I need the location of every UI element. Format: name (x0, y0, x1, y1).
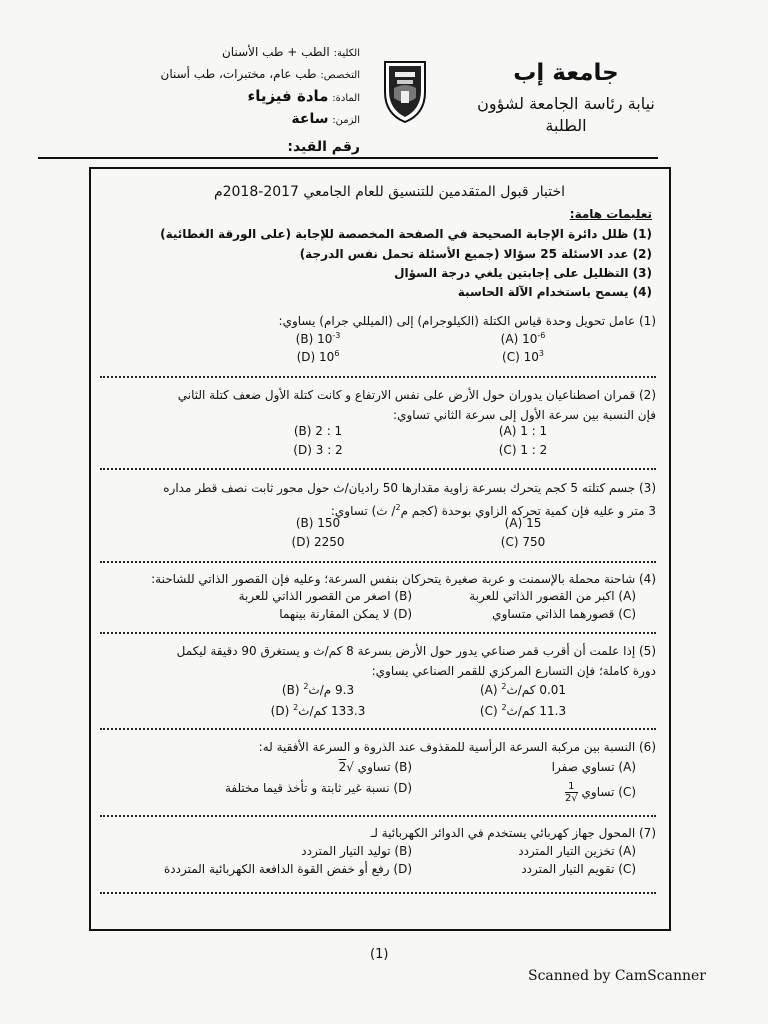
q7-option-a: (A) تخزين التيار المتردد (518, 844, 636, 858)
q6-option-c: (C) تساوي $\frac{1}{√2}$ (564, 781, 636, 804)
question-2-line-1: (2) قمران اصطناعيان يدوران حول الأرض على نفس الارتفاع و كانت كتلة الأول ضعف كتلة الثاني (177, 388, 656, 402)
specialty-value: طب عام، مختبرات، طب أسنان (160, 67, 317, 81)
q4-option-a: (A) اكبر من القصور الذاتي للعربة (469, 589, 636, 603)
instruction-4: (4) يسمح باستخدام الآلة الحاسبة (457, 285, 652, 299)
q2-option-a: 1 : 1 (A) (498, 424, 548, 438)
department-block (446, 93, 686, 137)
q2-option-c: 2 : 1 (C) (498, 443, 548, 457)
subject-label: المادة: (332, 93, 360, 104)
meta-specialty (150, 64, 360, 86)
q1-option-c: $10^3$ (C) (502, 349, 544, 364)
specialty-label: التخصص: (320, 70, 360, 81)
university-logo (382, 58, 428, 124)
q7-option-d: (D) رفع أو خفض القوة الدافعة الكهربائية المترددة (164, 862, 412, 876)
subject-value: مادة فيزياء (247, 87, 329, 105)
q4-option-d: (D) لا يمكن المقارنة بينهما (279, 607, 412, 621)
question-2 (106, 385, 656, 425)
q6-option-d: (D) نسبة غير ثابتة و تأخذ قيما مختلفة (224, 781, 412, 795)
q6-option-a: (A) تساوي صفرا (551, 760, 636, 774)
question-4-line-1: (4) شاحنة محملة بالإسمنت و عربة صغيرة يتحركان بنفس السرعة؛ وعليه فإن القصور الذاتي للشاحنة: (151, 572, 656, 586)
time-value: ساعة (291, 111, 329, 127)
instruction-1: (1) ظلل دائرة الإجابة الصحيحة في الصفحة المخصصة للإجابة (على الورقة الغطائية) (160, 227, 652, 241)
instruction-2: (2) عدد الاسئلة 25 سؤالا (جميع الأسئلة تحمل نفس الدرجة) (299, 247, 652, 261)
q2-option-b: 1 : 2 (B) (293, 424, 343, 438)
header-divider (38, 157, 658, 159)
q3-option-a: 15 (A) (504, 516, 542, 530)
page-number: (1) (370, 947, 389, 962)
instructions-title: تعليمات هامة: (569, 207, 652, 221)
meta-subject (150, 86, 360, 109)
question-separator (100, 468, 656, 470)
q1-option-d: $10^6$ (D) (296, 349, 340, 364)
question-4 (106, 569, 656, 589)
q1-option-b: $10^{-3}$ (B) (295, 331, 341, 346)
q2-option-d: 2 : 3 (D) (293, 443, 343, 457)
department-line-1: نيابة رئاسة الجامعة لشؤون (477, 94, 655, 113)
question-6 (106, 737, 656, 757)
registration-number: رقم القيد: (287, 139, 360, 155)
q5-option-c: 11.3 كم/ث$^2$ (C) (479, 703, 567, 718)
q5-option-b: 9.3 م/ث$^2$ (B) (281, 682, 355, 697)
meta-time (150, 109, 360, 131)
question-3 (106, 478, 656, 521)
q3-option-c: 750 (C) (500, 535, 546, 549)
question-separator (100, 632, 656, 634)
time-label: الزمن: (332, 115, 360, 126)
q5-option-d: 133.3 كم/ث$^2$ (D) (270, 703, 366, 718)
q4-option-b: (B) اصغر من القصور الذاتي للعربة (238, 589, 412, 603)
q3-option-b: 150 (B) (295, 516, 341, 530)
q5-option-a: 0.01 كم/ث$^2$ (A) (479, 682, 567, 697)
question-separator (100, 376, 656, 378)
q4-option-c: (C) قصورهما الذاتي متساوي (492, 607, 636, 621)
q7-option-b: (B) توليد التيار المتردد (301, 844, 412, 858)
university-name: جامعة إب (513, 60, 619, 86)
question-6-line-1: (6) النسبة بين مركبة السرعة الرأسية للمقذوف عند الذروة و السرعة الأفقية له: (258, 740, 656, 754)
meta-college (150, 42, 360, 64)
department-line-2: الطلبة (545, 116, 587, 135)
question-7-line-1: (7) المحول جهاز كهربائي يستخدم في الدوائر الكهربائية لـ (370, 826, 656, 840)
question-5-line-2: دورة كاملة؛ فإن التسارع المركزي للقمر الصناعي يساوي: (371, 664, 656, 678)
q6-option-b: (B) تساوي √2 (338, 760, 412, 774)
question-3-line-1: (3) جسم كتلته 5 كجم يتحرك بسرعة زاوية مقدارها 50 راديان/ث حول محور ثابت نصف قطر مداره (163, 481, 656, 495)
question-separator (100, 892, 656, 894)
q3-option-d: 2250 (D) (291, 535, 345, 549)
exam-meta (150, 42, 360, 131)
question-7 (106, 823, 656, 843)
question-1 (106, 311, 656, 331)
college-value: الطب + طب الأسنان (221, 45, 330, 59)
question-separator (100, 561, 656, 563)
q1-option-a: $10^{-6}$ (A) (500, 331, 546, 346)
question-separator (100, 815, 656, 817)
instruction-3: (3) التظليل على إجابتين يلغي درجة السؤال (394, 266, 652, 280)
question-1-line-1: (1) عامل تحويل وحدة قياس الكتلة (الكيلوجرام) إلى (الميللي جرام) يساوي: (278, 314, 656, 328)
question-5 (106, 641, 656, 681)
question-separator (100, 728, 656, 730)
q7-option-c: (C) تقويم التيار المتردد (521, 862, 636, 876)
question-2-line-2: فإن النسبة بين سرعة الأول إلى سرعة الثاني تساوي: (393, 408, 656, 422)
question-3-line-2: 3 متر و عليه فإن كمية تحركه الزاوي بوحدة (كجم م$^2$/ ث) تساوي: (330, 503, 656, 518)
question-5-line-1: (5) إذا علمت أن أقرب قمر صناعي يدور حول الأرض بسرعة 8 كم/ث و يستغرق 90 دقيقة ليكمل (176, 644, 656, 658)
scanner-watermark: Scanned by CamScanner (528, 968, 706, 984)
college-label: الكلية: (333, 48, 360, 59)
exam-title: اختبار قبول المتقدمين للتنسيق للعام الجامعي 2017-2018م (213, 184, 565, 200)
